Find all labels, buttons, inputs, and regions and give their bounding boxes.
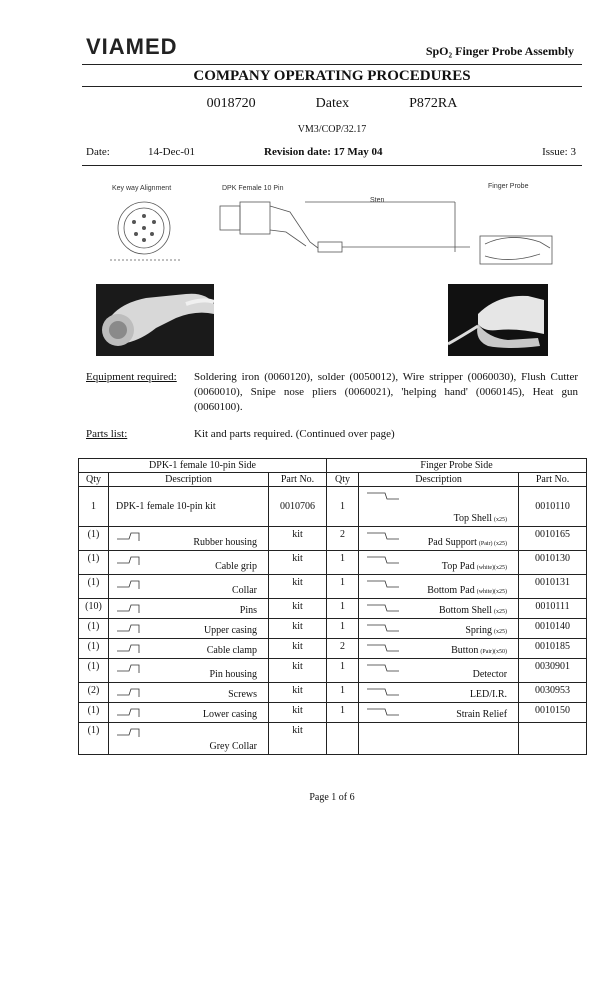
- part-description: Lower casing: [202, 709, 257, 720]
- table-row: [79, 619, 587, 639]
- part-number-cell: 0010150: [519, 703, 587, 723]
- connector-face-icon: [110, 202, 180, 260]
- description-header: Description: [109, 473, 269, 487]
- part-number-cell: 0010110: [519, 487, 587, 527]
- part-description: LED/I.R.: [469, 689, 508, 700]
- part-number-cell: 0010185: [519, 639, 587, 659]
- part-sketch-icon: [365, 577, 405, 591]
- qty-cell: 1: [327, 575, 359, 599]
- part-pack-size: (Pair)(x50): [480, 649, 508, 655]
- part-pack-size: (white)(x25): [476, 589, 508, 595]
- part-description: Cable clamp: [206, 645, 257, 656]
- connector-label: DPK Female 10 Pin: [222, 185, 284, 192]
- probe-label: Finger Probe: [488, 183, 529, 190]
- part-sketch-icon: [115, 725, 155, 739]
- table-row: [79, 639, 587, 659]
- manufacturer: Datex: [315, 96, 350, 111]
- part-number-cell: 0010131: [519, 575, 587, 599]
- part-sketch-icon: [115, 553, 155, 567]
- part-sketch-icon: [365, 621, 405, 635]
- part-sketch-icon: [115, 621, 155, 635]
- part-number-cell: kit: [269, 639, 327, 659]
- part-number-cell: 0010140: [519, 619, 587, 639]
- right-section-header: Finger Probe Side: [327, 459, 587, 473]
- id-code: 0018720: [206, 96, 256, 111]
- part-description-group: [442, 561, 507, 572]
- part-description-group: [451, 645, 507, 656]
- description-cell: [109, 619, 269, 639]
- table-row: [79, 527, 587, 551]
- part-number-cell: kit: [269, 723, 327, 755]
- part-number-cell: kit: [269, 527, 327, 551]
- qty-cell: (1): [79, 551, 109, 575]
- description-cell: [109, 703, 269, 723]
- part-number-cell: kit: [269, 551, 327, 575]
- table-row: [79, 487, 587, 527]
- model-number: P872RA: [409, 96, 458, 111]
- part-no-header: Part No.: [519, 473, 587, 487]
- description-cell: [109, 723, 269, 755]
- qty-cell: 2: [327, 527, 359, 551]
- part-number-cell: kit: [269, 703, 327, 723]
- description-cell: [109, 487, 269, 527]
- table-row: [79, 575, 587, 599]
- part-number-cell: [519, 723, 587, 755]
- qty-cell: (2): [79, 683, 109, 703]
- qty-cell: 2: [327, 639, 359, 659]
- date-value: 14-Dec-01: [148, 146, 196, 158]
- part-description-group: [465, 625, 507, 636]
- part-sketch-icon: [115, 641, 155, 655]
- part-description: Rubber housing: [193, 537, 257, 548]
- equipment-list: Soldering iron (0060120), solder (0050012), Wire stripper (0060030), Flush Cutter (0060010), Snipe nose pliers (0060021), 'helping hand' (0060145), Heat gun (0060100).: [194, 371, 578, 413]
- description-cell: [359, 619, 519, 639]
- part-number-cell: kit: [269, 575, 327, 599]
- part-sketch-icon: [115, 529, 155, 543]
- qty-cell: 1: [327, 659, 359, 683]
- qty-header: Qty: [327, 473, 359, 487]
- part-description: Pin housing: [209, 669, 257, 680]
- qty-cell: (1): [79, 639, 109, 659]
- part-sketch-icon: [115, 685, 155, 699]
- reference-code: VM3/COP/32.17: [297, 124, 367, 135]
- divider: [82, 86, 582, 87]
- qty-cell: 1: [327, 683, 359, 703]
- description-header: Description: [359, 473, 519, 487]
- part-pack-size: (x25): [494, 517, 508, 523]
- table-row: [79, 723, 587, 755]
- part-description: DPK-1 female 10-pin kit: [116, 501, 216, 512]
- description-cell: [359, 551, 519, 575]
- connector-diagram: [100, 192, 560, 272]
- part-number-cell: 0030953: [519, 683, 587, 703]
- finger-probe-photo: [448, 284, 548, 356]
- part-sketch-icon: [115, 601, 155, 615]
- part-description: Spring: [465, 625, 493, 636]
- description-cell: [109, 659, 269, 683]
- left-section-header: DPK-1 female 10-pin Side: [79, 459, 327, 473]
- part-number-cell: 0010111: [519, 599, 587, 619]
- part-sketch-icon: [115, 577, 155, 591]
- part-description: Screws: [228, 689, 257, 700]
- part-number-cell: 0010130: [519, 551, 587, 575]
- description-cell: [359, 683, 519, 703]
- part-pack-size: (x25): [494, 609, 508, 615]
- part-description: Bottom Shell: [438, 605, 493, 616]
- viamed-logo: VIAMED: [86, 34, 178, 59]
- description-cell: [359, 659, 519, 683]
- parts-text: Kit and parts required. (Continued over page): [194, 428, 395, 440]
- part-sketch-icon: [365, 661, 405, 675]
- part-description-group: [428, 537, 507, 548]
- part-description: Top Shell: [453, 513, 493, 524]
- identifier-row: [82, 96, 582, 112]
- part-sketch-icon: [365, 641, 405, 655]
- description-cell: [109, 599, 269, 619]
- part-description: Collar: [232, 585, 257, 596]
- qty-cell: (1): [79, 527, 109, 551]
- part-sketch-icon: [365, 529, 405, 543]
- qty-cell: 1: [327, 619, 359, 639]
- qty-cell: (10): [79, 599, 109, 619]
- part-description-group: [427, 585, 507, 596]
- part-number-cell: kit: [269, 619, 327, 639]
- qty-cell: 1: [79, 487, 109, 527]
- part-description: Top Pad: [441, 561, 475, 572]
- qty-header: Qty: [79, 473, 109, 487]
- connector-photo: [96, 284, 214, 356]
- description-cell: [109, 575, 269, 599]
- part-description: Upper casing: [203, 625, 257, 636]
- qty-cell: 1: [327, 487, 359, 527]
- part-description: Pins: [239, 605, 257, 616]
- qty-cell: 1: [327, 551, 359, 575]
- part-number-cell: 0030901: [519, 659, 587, 683]
- part-description: Bottom Pad: [427, 585, 475, 596]
- qty-cell: (1): [79, 659, 109, 683]
- part-sketch-icon: [115, 705, 155, 719]
- part-pack-size: (white)(x25): [476, 565, 508, 571]
- page-title: COMPANY OPERATING PROCEDURES: [193, 68, 471, 84]
- part-description: Cable grip: [215, 561, 257, 572]
- part-description: Detector: [472, 669, 508, 680]
- description-cell: [359, 723, 519, 755]
- issue-number: Issue: 3: [542, 146, 576, 158]
- part-sketch-icon: [365, 601, 405, 615]
- table-row: [79, 683, 587, 703]
- part-number-cell: 0010706: [269, 487, 327, 527]
- part-number-cell: kit: [269, 683, 327, 703]
- parts-table: [78, 458, 587, 755]
- qty-cell: [327, 723, 359, 755]
- description-cell: [109, 683, 269, 703]
- part-pack-size: (Pair) (x25): [478, 541, 508, 547]
- description-cell: [359, 703, 519, 723]
- part-number-cell: 0010165: [519, 527, 587, 551]
- table-row: [79, 703, 587, 723]
- description-cell: [359, 599, 519, 619]
- qty-cell: (1): [79, 575, 109, 599]
- qty-cell: 1: [327, 599, 359, 619]
- part-sketch-icon: [365, 553, 405, 567]
- divider: [82, 165, 582, 166]
- qty-cell: (1): [79, 619, 109, 639]
- date-label: Date:: [86, 146, 110, 158]
- description-cell: [109, 527, 269, 551]
- table-row: [79, 551, 587, 575]
- part-description-group: [454, 513, 507, 524]
- description-cell: [359, 575, 519, 599]
- document-title: SpO₂ Finger Probe Assembly: [425, 44, 574, 58]
- description-cell: [109, 551, 269, 575]
- part-description: Grey Collar: [209, 741, 257, 752]
- part-number-cell: kit: [269, 599, 327, 619]
- keyway-label: Key way Alignment: [112, 185, 172, 192]
- equipment-label: Equipment required:: [86, 371, 177, 383]
- part-sketch-icon: [365, 705, 405, 719]
- revision-date: Revision date: 17 May 04: [264, 146, 383, 158]
- qty-cell: (1): [79, 723, 109, 755]
- part-description: Strain Relief: [456, 709, 508, 720]
- part-description-group: [439, 605, 507, 616]
- qty-cell: 1: [327, 703, 359, 723]
- description-cell: [359, 527, 519, 551]
- description-cell: [359, 487, 519, 527]
- qty-cell: (1): [79, 703, 109, 723]
- part-sketch-icon: [365, 685, 405, 699]
- part-description: Pad Support: [427, 537, 477, 548]
- part-number-cell: kit: [269, 659, 327, 683]
- length-label: Sten: [370, 197, 385, 204]
- finger-probe-icon: [455, 202, 552, 264]
- connector-side-icon: [220, 202, 470, 252]
- part-sketch-icon: [115, 661, 155, 675]
- description-cell: [109, 639, 269, 659]
- page-number: Page 1 of 6: [309, 792, 355, 803]
- table-row: [79, 599, 587, 619]
- part-sketch-icon: [365, 489, 405, 503]
- part-description: Button: [451, 645, 479, 656]
- parts-label: Parts list:: [86, 428, 128, 440]
- description-cell: [359, 639, 519, 659]
- table-row: [79, 659, 587, 683]
- divider: [82, 64, 582, 65]
- part-no-header: Part No.: [269, 473, 327, 487]
- part-pack-size: (x25): [494, 629, 508, 635]
